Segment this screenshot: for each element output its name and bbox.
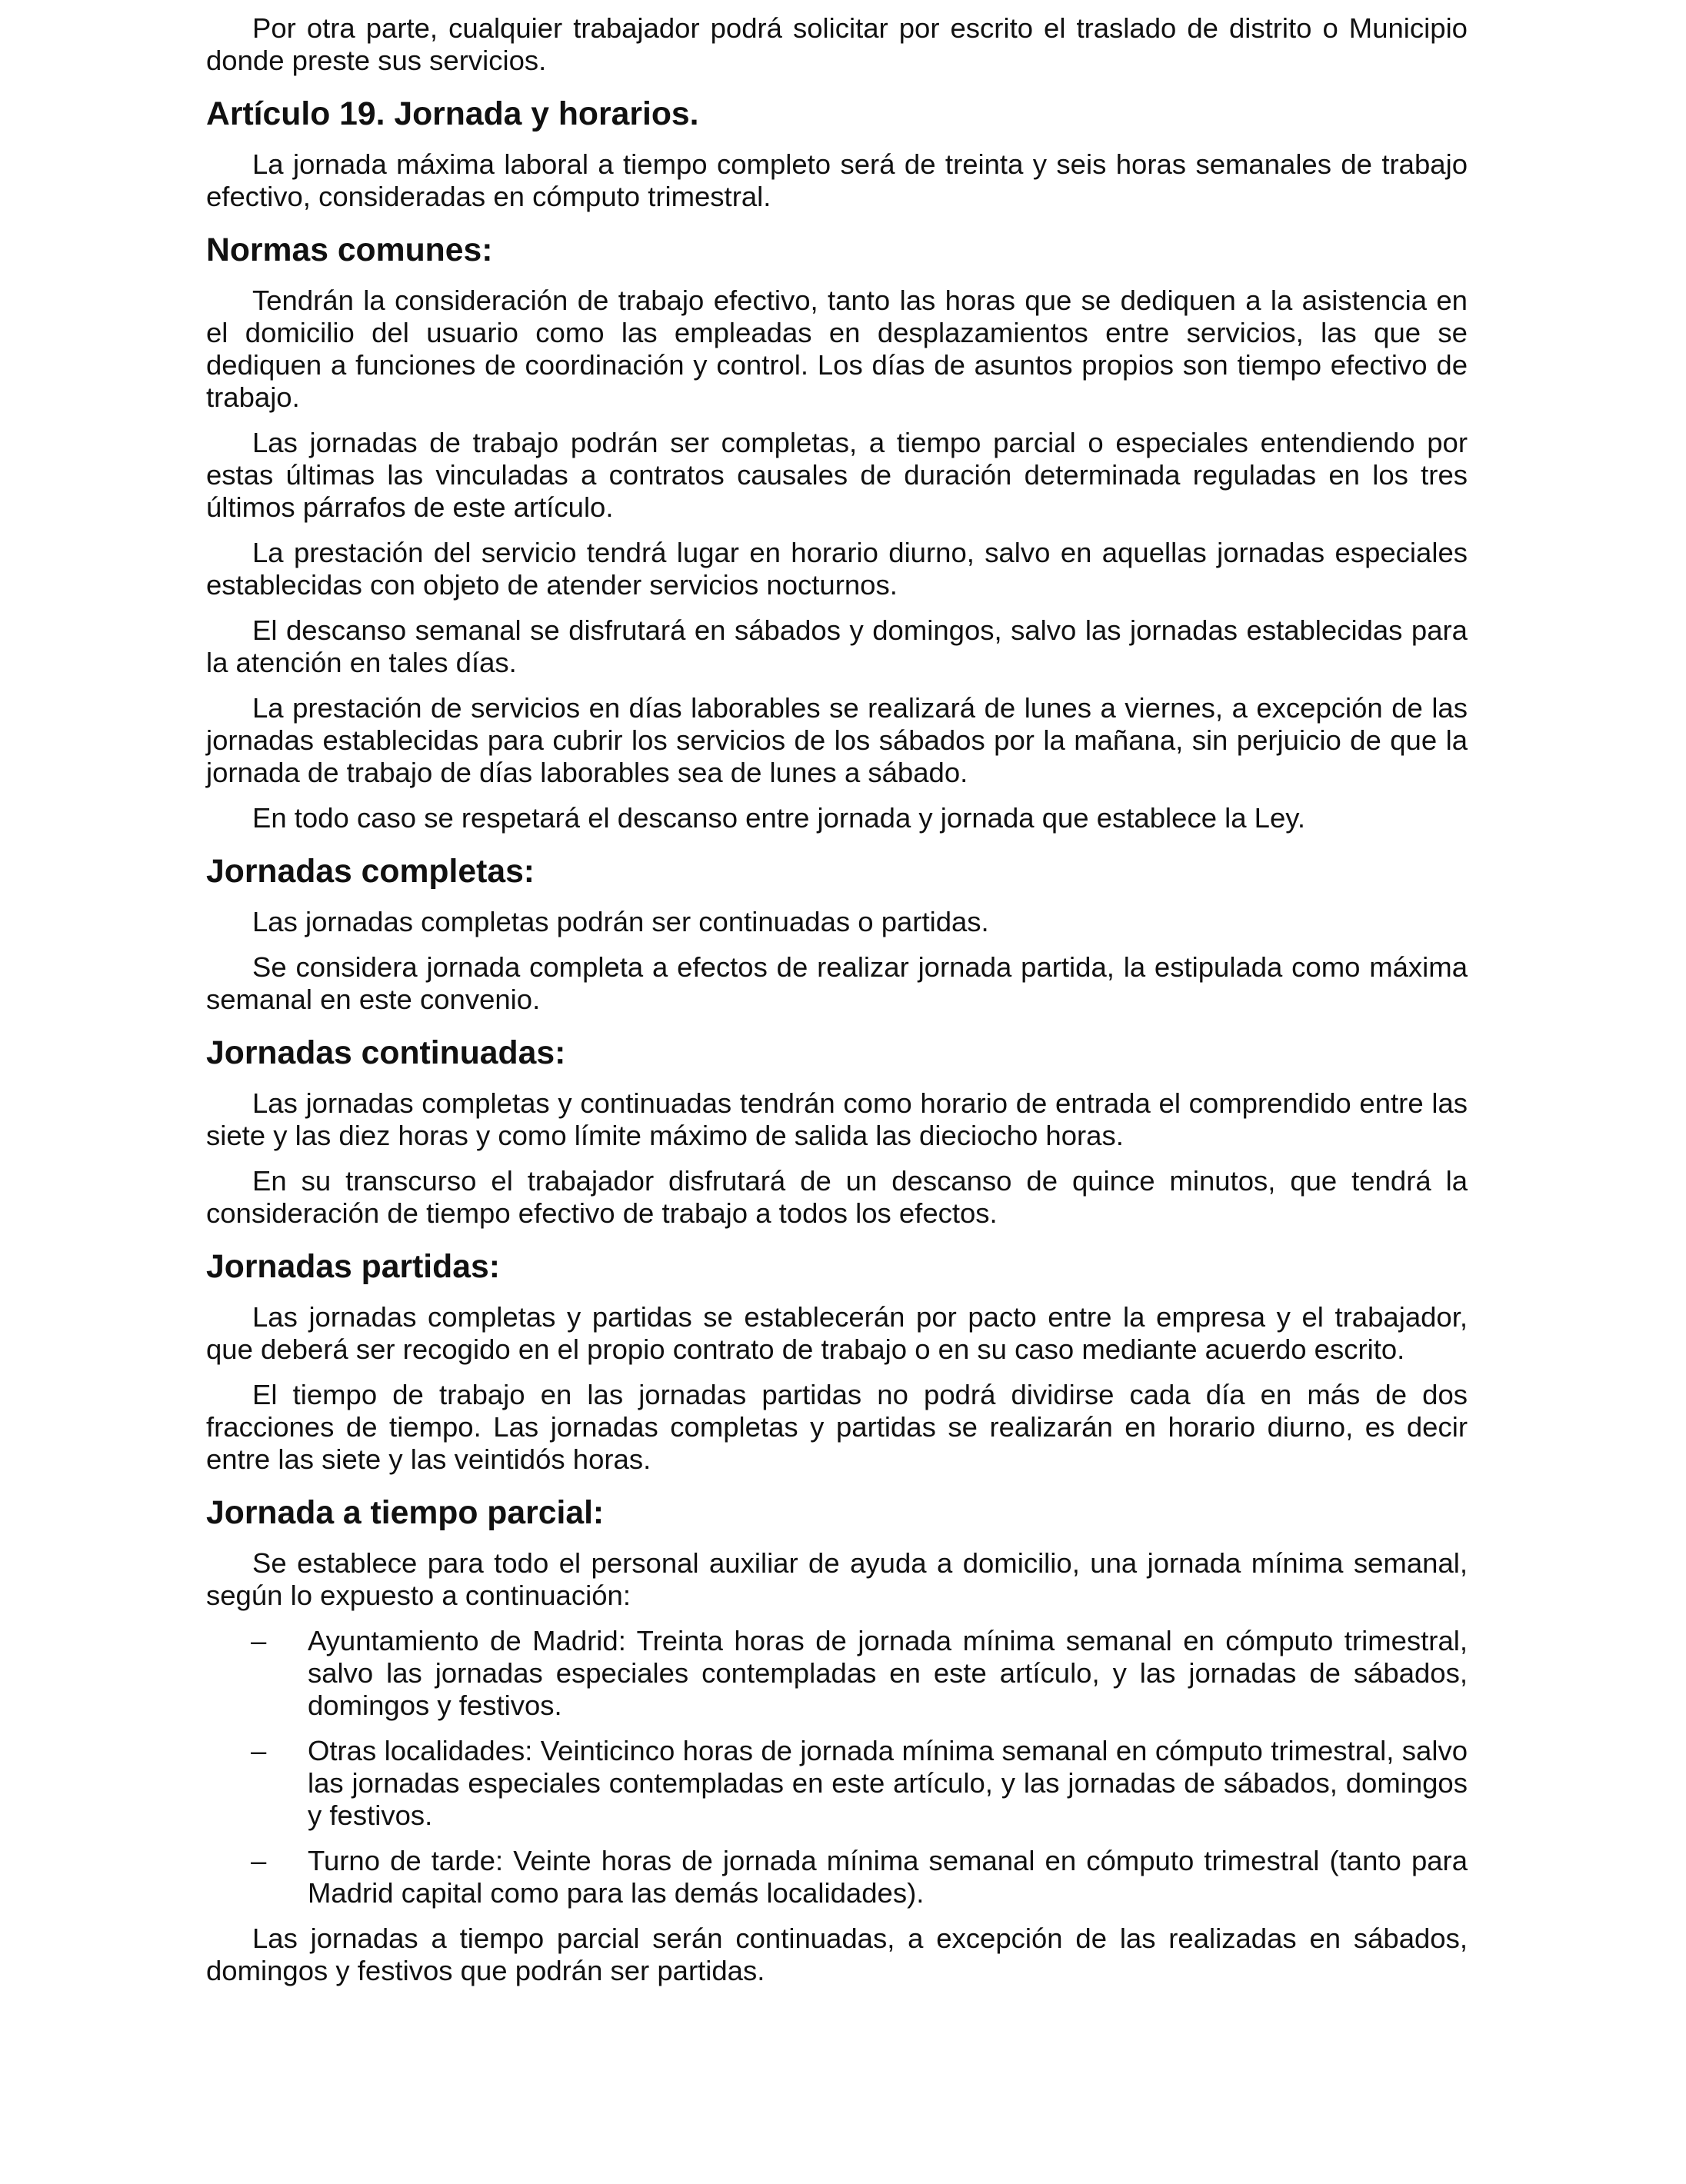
dash-list [206,1625,1468,1909]
paragraph: Las jornadas completas podrán ser continuadas o partidas. [252,906,989,937]
paragraph: Se considera jornada completa a efectos de realizar jornada partida, la estipulada como máxima semanal en este convenio. [206,951,1468,1015]
paragraph: La jornada máxima laboral a tiempo completo será de treinta y seis horas semanales de trabajo efectivo, consideradas en cómputo trimestral. [206,148,1468,212]
section-heading: Jornadas partidas: [206,1248,500,1285]
list-item [206,1735,1468,1832]
section-heading: Normas comunes: [206,231,493,268]
paragraph: Las jornadas a tiempo parcial serán continuadas, a excepción de las realizadas en sábados, domingos y festivos que podrán ser partidas. [206,1923,1468,1986]
list-dash-marker: – [251,1625,267,1656]
paragraph: Por otra parte, cualquier trabajador podrá solicitar por escrito el traslado de distrito o Municipio donde preste sus servicios. [206,12,1468,76]
paragraph: La prestación del servicio tendrá lugar en horario diurno, salvo en aquellas jornadas especiales establecidas con objeto de atender servicios nocturnos. [206,537,1468,601]
paragraph: El tiempo de trabajo en las jornadas partidas no podrá dividirse cada día en más de dos fracciones de tiempo. Las jornadas completas y partidas se realizarán en horario diurno, es decir entre las siete y las veintidós horas. [206,1379,1468,1475]
list-item [206,1845,1468,1909]
list-item-text: Turno de tarde: Veinte horas de jornada mínima semanal en cómputo trimestral (tanto para Madrid capital como para las demás localidades). [308,1845,1468,1909]
list-dash-marker: – [251,1845,267,1876]
list-item [206,1625,1468,1722]
paragraph: Se establece para todo el personal auxiliar de ayuda a domicilio, una jornada mínima semanal, según lo expuesto a continuación: [206,1547,1468,1611]
list-item-text: Otras localidades: Veinticinco horas de jornada mínima semanal en cómputo trimestral, salvo las jornadas especiales contempladas en este artículo, y las jornadas de sábados, domingos y festivos. [308,1735,1468,1831]
section-heading: Jornadas completas: [206,853,535,890]
paragraph: El descanso semanal se disfrutará en sábados y domingos, salvo las jornadas establecidas para la atención en tales días. [206,614,1468,678]
article-heading: Artículo 19. Jornada y horarios. [206,95,699,132]
list-dash-marker: – [251,1735,267,1766]
section-heading: Jornadas continuadas: [206,1034,566,1071]
paragraph: En su transcurso el trabajador disfrutará de un descanso de quince minutos, que tendrá la consideración de tiempo efectivo de trabajo a todos los efectos. [206,1165,1468,1229]
paragraph: La prestación de servicios en días laborables se realizará de lunes a viernes, a excepción de las jornadas establecidas para cubrir los servicios de los sábados por la mañana, sin perjuicio de que la jornada de trabajo de días laborables sea de lunes a sábado. [206,692,1468,788]
paragraph: Las jornadas de trabajo podrán ser completas, a tiempo parcial o especiales entendiendo por estas últimas las vinculadas a contratos causales de duración determinada reguladas en los tres últimos párrafos de este artículo. [206,427,1468,523]
paragraph: Las jornadas completas y partidas se establecerán por pacto entre la empresa y el trabajador, que deberá ser recogido en el propio contrato de trabajo o en su caso mediante acuerdo escrito. [206,1301,1468,1365]
document-page [206,12,1468,2000]
paragraph: Tendrán la consideración de trabajo efectivo, tanto las horas que se dediquen a la asistencia en el domicilio del usuario como las empleadas en desplazamientos entre servicios, las que se dediquen a funciones de coordinación y control. Los días de asuntos propios son tiempo efectivo de trabajo. [206,285,1468,413]
paragraph: En todo caso se respetará el descanso entre jornada y jornada que establece la Ley. [252,802,1305,834]
list-item-text: Ayuntamiento de Madrid: Treinta horas de jornada mínima semanal en cómputo trimestral, salvo las jornadas especiales contempladas en este artículo, y las jornadas de sábados, domingos y festivos. [308,1625,1468,1721]
paragraph: Las jornadas completas y continuadas tendrán como horario de entrada el comprendido entre las siete y las diez horas y como límite máximo de salida las dieciocho horas. [206,1087,1468,1151]
section-heading: Jornada a tiempo parcial: [206,1494,605,1531]
